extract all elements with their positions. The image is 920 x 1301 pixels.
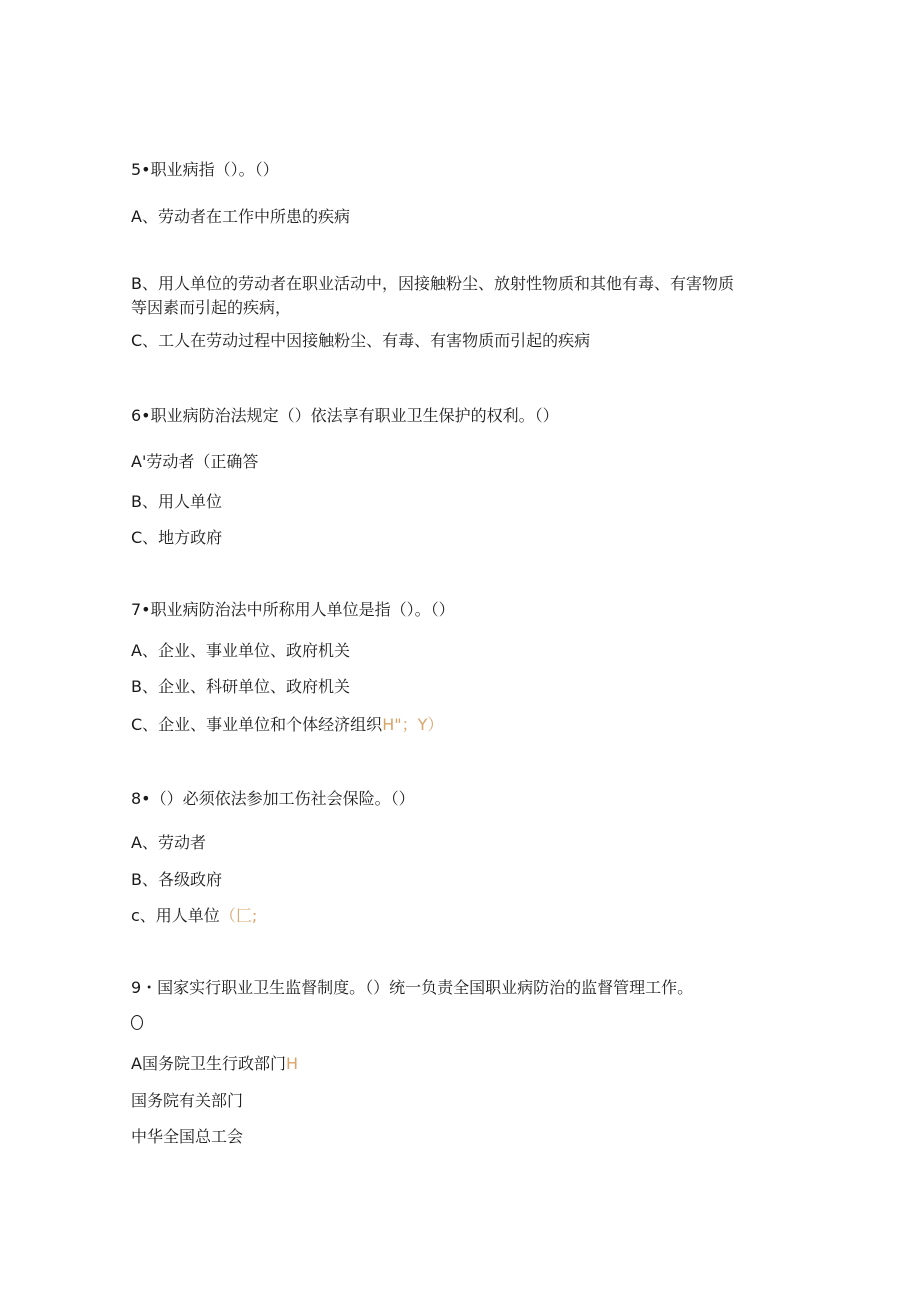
question-5-option-a: A、劳动者在工作中所患的疾病 [131,207,350,226]
question-7-stem: 7•职业病防治法中所称用人单位是指（）。（） [131,600,455,619]
question-6-option-a: A'劳动者（正确答 [131,452,259,471]
question-8-option-c-row [131,905,257,927]
question-9-option-b: 国务院有关部门 [131,1091,244,1110]
question-6-stem: 6•职业病防治法规定（）依法享有职业卫生保护的权利。（） [131,406,559,425]
question-5-option-c: C、工人在劳动过程中因接触粉尘、有毒、有害物质而引起的疾病 [131,331,591,350]
question-7-option-c-row [131,714,443,736]
question-8-answer-mark: （匚; [219,906,258,925]
question-9-answer-mark: H [285,1054,298,1073]
question-8-option-c: c、用人单位 [131,906,220,925]
question-9-option-a: A国务院卫生行政部门 [131,1054,286,1073]
answer-bracket-circle-icon [131,1015,143,1030]
question-7-option-a: A、企业、事业单位、政府机关 [131,641,350,660]
question-5-option-b-line1: B、用人单位的劳动者在职业活动中，因接触粉尘、放射性物质和其他有毒、有害物质 [131,274,734,293]
question-6-option-c: C、地方政府 [131,528,223,547]
question-6-option-b: B、用人单位 [131,492,222,511]
question-7-answer-mark: H"；Y） [382,715,444,734]
question-7-option-c: C、企业、事业单位和个体经济组织 [131,715,383,734]
question-8-option-b: B、各级政府 [131,870,222,889]
question-9-option-c: 中华全国总工会 [131,1127,244,1146]
question-8-option-a: A、劳动者 [131,833,206,852]
question-5-option-b-line2: 等因素而引起的疾病， [131,298,292,317]
question-9-stem: 9・国家实行职业卫生监督制度。（）统一负责全国职业病防治的监督管理工作。 [131,978,694,997]
question-8-stem: 8•（）必须依法参加工伤社会保险。（） [131,789,415,808]
question-9-option-a-row [131,1053,298,1075]
question-7-option-b: B、企业、科研单位、政府机关 [131,677,350,696]
question-5-stem: 5•职业病指（）。（） [131,160,279,179]
